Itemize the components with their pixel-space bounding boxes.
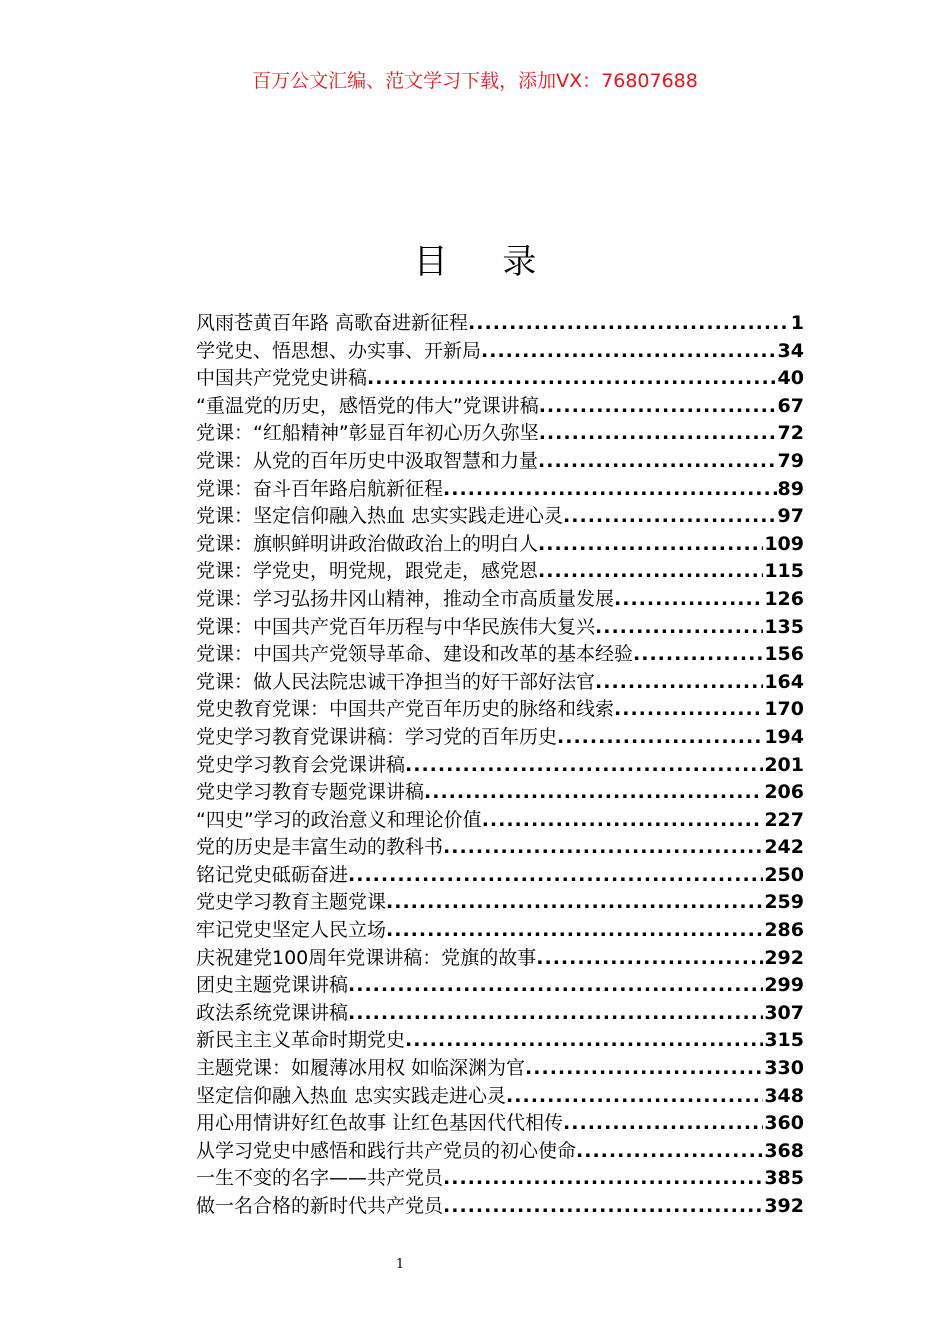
- toc-entry-title: 铭记党史砥砺奋进: [196, 863, 349, 886]
- toc-entry[interactable]: [196, 531, 804, 559]
- toc-dot-leader: [405, 1027, 763, 1055]
- toc-entry-page-number: 72: [777, 422, 804, 445]
- toc-dot-leader: [424, 779, 763, 807]
- toc-dot-leader: [443, 1165, 763, 1193]
- toc-dot-leader: [539, 420, 777, 448]
- toc-entry[interactable]: [196, 669, 804, 697]
- page-number: 1: [395, 1257, 405, 1272]
- toc-entry-page-number: 385: [764, 1167, 804, 1190]
- toc-entry-title: 党课：中国共产党百年历程与中华民族伟大复兴: [196, 615, 596, 638]
- toc-entry[interactable]: [196, 310, 804, 338]
- toc-entry-page-number: 1: [790, 312, 804, 334]
- toc-dot-leader: [386, 889, 763, 917]
- toc-dot-leader: [633, 641, 763, 669]
- toc-entry[interactable]: [196, 448, 804, 476]
- toc-entry[interactable]: [196, 779, 804, 807]
- toc-entry[interactable]: [196, 641, 804, 669]
- toc-entry[interactable]: [196, 558, 804, 586]
- toc-dot-leader: [481, 338, 777, 366]
- toc-entry[interactable]: [196, 1055, 804, 1083]
- toc-entry[interactable]: [196, 420, 804, 448]
- toc-entry-page-number: 292: [764, 946, 804, 969]
- toc-dot-leader: [443, 1193, 763, 1221]
- toc-entry-title: 党课：“红船精神”彰显百年初心历久弥坚: [196, 422, 539, 445]
- toc-entry-page-number: 368: [764, 1139, 804, 1162]
- toc-entry-title: 党课：学党史，明党规，跟党走，感党恩: [196, 560, 539, 583]
- toc-entry-page-number: 170: [764, 698, 804, 721]
- toc-dot-leader: [482, 807, 764, 835]
- toc-entry-title: 风雨苍黄百年路 高歌奋进新征程: [196, 312, 469, 334]
- toc-entry-title: 政法系统党课讲稿: [196, 1001, 349, 1024]
- toc-dot-leader: [525, 1055, 763, 1083]
- toc-entry[interactable]: [196, 338, 804, 366]
- toc-entry-page-number: 299: [764, 974, 804, 997]
- toc-dot-leader: [443, 834, 763, 862]
- toc-entry-page-number: 242: [764, 836, 804, 859]
- toc-entry[interactable]: [196, 752, 804, 780]
- toc-entry[interactable]: [196, 1138, 804, 1166]
- toc-entry-page-number: 201: [764, 753, 804, 776]
- toc-dot-leader: [614, 586, 763, 614]
- toc-entry[interactable]: [196, 1110, 804, 1138]
- header-watermark-note: 百万公文汇编、范文学习下载，添加VX：76807688: [252, 70, 698, 92]
- toc-entry[interactable]: [196, 889, 804, 917]
- toc-entry[interactable]: [196, 1165, 804, 1193]
- toc-dot-leader: [614, 696, 763, 724]
- toc-entry-page-number: 109: [764, 532, 804, 555]
- toc-entry[interactable]: [196, 807, 804, 835]
- toc-dot-leader: [348, 972, 763, 1000]
- toc-entry[interactable]: [196, 503, 804, 531]
- toc-entry-title: 从学习党史中感悟和践行共产党员的初心使命: [196, 1139, 577, 1162]
- toc-entry-title: 党的历史是丰富生动的教科书: [196, 836, 444, 859]
- toc-entry-page-number: 360: [764, 1112, 804, 1135]
- toc-entry-page-number: 259: [764, 891, 804, 914]
- toc-entry-title: 庆祝建党100周年党课讲稿：党旗的故事: [196, 946, 537, 969]
- toc-entry[interactable]: [196, 1000, 804, 1028]
- toc-entry-title: 牢记党史坚定人民立场: [196, 919, 387, 942]
- toc-entry-page-number: 348: [764, 1084, 804, 1107]
- toc-entry-title: 党课：做人民法院忠诚干净担当的好干部好法官: [196, 670, 596, 693]
- toc-entry-page-number: 315: [764, 1029, 804, 1052]
- toc-dot-leader: [563, 1110, 763, 1138]
- toc-dot-leader: [367, 365, 777, 393]
- toc-entry-page-number: 126: [764, 587, 804, 610]
- toc-dot-leader: [538, 558, 763, 586]
- toc-entry-title: 党课：奋斗百年路启航新征程: [196, 477, 444, 500]
- toc-entry-title: 党课：中国共产党领导革命、建设和改革的基本经验: [196, 643, 634, 666]
- toc-dot-leader: [576, 1138, 763, 1166]
- toc-entry-title: 党史教育党课：中国共产党百年历史的脉络和线索: [196, 698, 615, 721]
- toc-entry-page-number: 89: [777, 477, 804, 500]
- toc-entry-title: 中国共产党党史讲稿: [196, 367, 368, 390]
- toc-dot-leader: [405, 752, 763, 780]
- toc-entry-page-number: 286: [764, 919, 804, 942]
- toc-entry[interactable]: [196, 862, 804, 890]
- toc-entry[interactable]: [196, 586, 804, 614]
- toc-dot-leader: [538, 448, 777, 476]
- toc-entry[interactable]: [196, 614, 804, 642]
- toc-entry-page-number: 164: [764, 670, 804, 693]
- toc-entry[interactable]: [196, 476, 804, 504]
- toc-dot-leader: [386, 917, 763, 945]
- toc-entry[interactable]: [196, 917, 804, 945]
- toc-entry-title: 新民主主义革命时期党史: [196, 1029, 406, 1052]
- toc-entry[interactable]: [196, 393, 804, 421]
- toc-entry-title: 用心用情讲好红色故事 让红色基因代代相传: [196, 1112, 564, 1135]
- toc-dot-leader: [506, 1083, 763, 1111]
- toc-dot-leader: [557, 724, 763, 752]
- toc-entry-page-number: 115: [764, 560, 804, 583]
- toc-entry-page-number: 194: [764, 725, 804, 748]
- toc-entry-page-number: 307: [764, 1001, 804, 1024]
- toc-entry-title: 学党史、悟思想、办实事、开新局: [196, 339, 482, 362]
- toc-entry-page-number: 250: [764, 863, 804, 886]
- toc-entry-title: 坚定信仰融入热血 忠实实践走进心灵: [196, 1084, 507, 1107]
- toc-entry[interactable]: [196, 365, 804, 393]
- toc-entry-page-number: 40: [777, 367, 804, 390]
- toc-dot-leader: [538, 531, 763, 559]
- toc-dot-leader: [595, 614, 763, 642]
- toc-entry-title: “四史”学习的政治意义和理论价值: [196, 808, 482, 831]
- toc-entry-page-number: 156: [764, 643, 804, 666]
- toc-entry[interactable]: [196, 972, 804, 1000]
- toc-entry-title: 党课：坚定信仰融入热血 忠实实践走进心灵: [196, 505, 564, 528]
- toc-entry-page-number: 79: [777, 449, 804, 472]
- toc-dot-leader: [536, 945, 763, 973]
- page-title: 目 录: [413, 241, 559, 282]
- toc-entry-title: 党课：从党的百年历史中汲取智慧和力量: [196, 449, 539, 472]
- toc-entry-page-number: 330: [764, 1057, 804, 1080]
- table-of-contents: [196, 310, 804, 1221]
- toc-entry[interactable]: [196, 1193, 804, 1221]
- toc-entry[interactable]: [196, 1027, 804, 1055]
- toc-entry-title: 党史学习教育会党课讲稿: [196, 753, 406, 776]
- toc-dot-leader: [443, 476, 777, 504]
- toc-entry-title: 党史学习教育党课讲稿：学习党的百年历史: [196, 725, 558, 748]
- toc-entry[interactable]: [196, 724, 804, 752]
- toc-entry-page-number: 206: [764, 781, 804, 804]
- toc-entry-title: 党史学习教育专题党课讲稿: [196, 781, 425, 804]
- toc-entry-title: 主题党课：如履薄冰用权 如临深渊为官: [196, 1057, 526, 1080]
- toc-dot-leader: [539, 393, 777, 421]
- toc-entry[interactable]: [196, 834, 804, 862]
- toc-dot-leader: [348, 862, 763, 890]
- toc-entry-page-number: 227: [764, 808, 804, 831]
- toc-dot-leader: [595, 669, 763, 697]
- toc-entry-title: 做一名合格的新时代共产党员: [196, 1195, 444, 1217]
- toc-entry-title: “重温党的历史，感悟党的伟大”党课讲稿: [196, 394, 539, 417]
- toc-entry-page-number: 97: [777, 505, 804, 528]
- toc-entry-title: 团史主题党课讲稿: [196, 974, 349, 997]
- toc-dot-leader: [468, 310, 790, 338]
- toc-entry-page-number: 34: [777, 339, 804, 362]
- toc-entry[interactable]: [196, 945, 804, 973]
- toc-entry-page-number: 67: [777, 394, 804, 417]
- toc-entry-page-number: 135: [764, 615, 804, 638]
- toc-entry-page-number: 392: [764, 1195, 804, 1217]
- toc-entry[interactable]: [196, 1083, 804, 1111]
- toc-entry-title: 党课：旗帜鲜明讲政治做政治上的明白人: [196, 532, 539, 555]
- toc-entry-title: 党史学习教育主题党课: [196, 891, 387, 914]
- toc-entry[interactable]: [196, 696, 804, 724]
- toc-dot-leader: [563, 503, 777, 531]
- toc-entry-title: 一生不变的名字——共产党员: [196, 1167, 444, 1190]
- toc-dot-leader: [348, 1000, 763, 1028]
- toc-entry-title: 党课：学习弘扬井冈山精神，推动全市高质量发展: [196, 587, 615, 610]
